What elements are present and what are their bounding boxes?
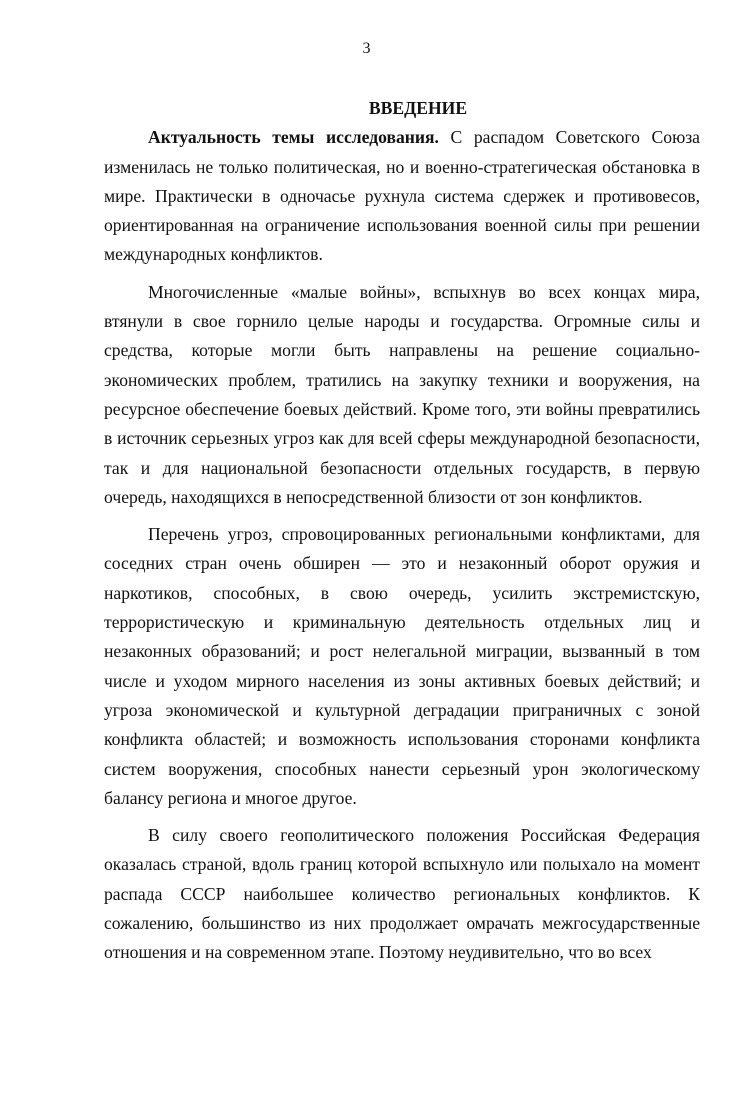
paragraph-lead: Актуальность темы исследования. xyxy=(148,127,439,148)
paragraph-text: В силу своего геополитического положения Российская Федерация оказалась страной, вдоль границ которой вспыхнуло или полыхало на момент распада СССР наибольшее количество региональных конфликтов. К сожалению, большинство из них продолжает омрачать межгосударственные отношения и на современном этапе. Поэтому неудивительно, что во всех xyxy=(104,825,700,963)
paragraph-small-wars xyxy=(104,278,700,512)
paragraph-threats xyxy=(104,520,700,813)
document-body xyxy=(104,94,700,976)
paragraph-text: Перечень угроз, спровоцированных региональными конфликтами, для соседних стран очень обширен — это и незаконный оборот оружия и наркотиков, способных, в свою очередь, усилить экстремистскую, террористическую и криминальную деятельность отдельных лиц и незаконных образований; и рост нелегальной миграции, вызванный в том числе и уходом мирного населения из зоны активных боевых действий; и угроза экономической и культурной деградации приграничных с зоной конфликта областей; и возможность использования сторонами конфликта систем вооружения, способных нанести серьезный урон экологическому балансу региона и многое другое. xyxy=(104,524,700,808)
page-number: 3 xyxy=(362,40,371,57)
paragraph-russia-geopolitics xyxy=(104,821,700,967)
section-heading: ВВЕДЕНИЕ xyxy=(368,98,468,118)
paragraph-relevance xyxy=(104,123,700,269)
paragraph-text: Многочисленные «малые войны», вспыхнув во всех концах мира, втянули в свое горнило целые народы и государства. Огромные силы и средства, которые могли быть направлены на решение социально-экономических проблем, тратились на закупку техники и вооружения, на ресурсное обеспечение боевых действий. Кроме того, эти войны превратились в источник серьезных угроз как для всей сферы международной безопасности, так и для национальной безопасности отдельных государств, в первую очередь, находящихся в непосредственной близости от зон конфликтов. xyxy=(104,281,700,507)
paragraph-text: С распадом Советского Союза изменилась не только политическая, но и военно-стратегическая обстановка в мире. Практически в одночасье рухнула система сдержек и противовесов, ориентированная на ограничение использования военной силы при решении международных конфликтов. xyxy=(104,127,700,265)
